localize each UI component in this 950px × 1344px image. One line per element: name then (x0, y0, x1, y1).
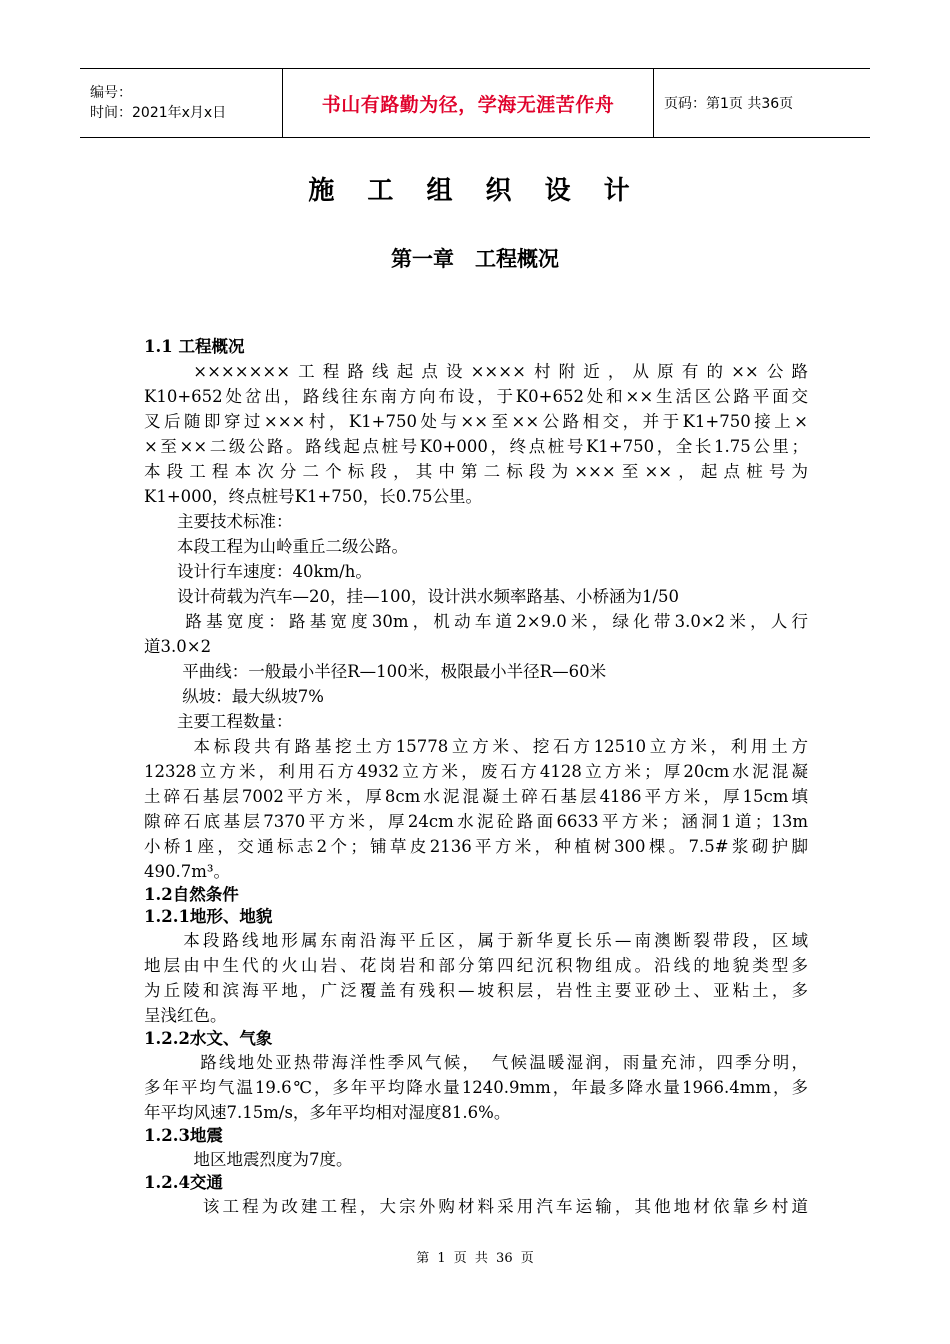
text-line: 地区地震烈度为7度。 (144, 1150, 353, 1169)
text-line: 主要工程数量： (144, 712, 293, 731)
document-body (144, 334, 808, 1219)
header-motto-cell (282, 69, 654, 137)
text-line: 490.7m³。 (144, 862, 230, 881)
document-title: 施 工 组 织 设 计 (308, 176, 642, 206)
subsection-heading: 1.2.4交通 (144, 1173, 223, 1192)
text-line: 叉后随即穿过×××村，K1+750处与××至××公路相交，并于K1+750接上× (144, 412, 808, 431)
page-info: 页码：第1页 共36页 (664, 96, 794, 112)
text-line: 本段工程为山岭重丘二级公路。 (144, 537, 408, 556)
text-line: 土碎石基层7002平方米，厚8cm水泥混凝土碎石基层4186平方米，厚15cm填 (144, 787, 808, 806)
text-line: 呈浅红色。 (144, 1006, 227, 1025)
text-line: 主要技术标准： (144, 512, 293, 531)
page-footer: 第 1 页 共 36 页 (416, 1251, 534, 1266)
text-line: 为丘陵和滨海平地，广泛覆盖有残积—坡积层，岩性主要亚砂土、亚粘土，多 (144, 981, 808, 1000)
section-heading: 1.1 工程概况 (144, 337, 245, 356)
text-line: ×至××二级公路。路线起点桩号K0+000，终点桩号K1+750，全长1.75公里； (144, 437, 808, 456)
text-line: 多年平均气温19.6℃，多年平均降水量1240.9mm，年最多降水量1966.4mm，多 (144, 1078, 808, 1097)
page-header (80, 68, 870, 138)
text-line: 设计行车速度：40km/h。 (144, 562, 372, 581)
text-line: 地层由中生代的火山岩、花岗岩和部分第四纪沉积物组成。沿线的地貌类型多 (144, 956, 808, 975)
header-page-cell (654, 69, 870, 137)
subsection-heading: 1.2.3地震 (144, 1126, 223, 1145)
text-line: 小桥1座，交通标志2个；铺草皮2136平方米，种植树300棵。7.5#浆砌护脚 (144, 837, 808, 856)
header-meta (80, 69, 282, 137)
subsection-heading: 1.2.2水文、气象 (144, 1029, 273, 1048)
text-line: 年平均风速7.15m/s，多年平均相对湿度81.6%。 (144, 1103, 511, 1122)
text-line: 该工程为改建工程，大宗外购材料采用汽车运输，其他地材依靠乡村道 (144, 1197, 808, 1216)
text-line: 路基宽度：路基宽度30m，机动车道2×9.0米，绿化带3.0×2米，人行 (144, 612, 808, 631)
text-line: K10+652处岔出，路线往东南方向布设，于K0+652处和××生活区公路平面交 (144, 387, 808, 406)
text-line: 本标段共有路基挖土方15778立方米、挖石方12510立方米，利用土方 (144, 737, 808, 756)
text-line: 路线地处亚热带海洋性季风气候， 气候温暖湿润，雨量充沛，四季分明， (144, 1053, 808, 1072)
text-line: 平曲线：一般最小半径R—100米，极限最小半径R—60米 (144, 662, 607, 681)
text-line: 隙碎石底基层7370平方米，厚24cm水泥砼路面6633平方米；涵洞1道；13m (144, 812, 808, 831)
motto: 书山有路勤为径，学海无涯苦作舟 (321, 93, 615, 116)
subsection-heading: 1.2.1地形、地貌 (144, 907, 273, 926)
text-line: ×××××××工程路线起点设××××村附近，从原有的××公路 (144, 362, 808, 381)
chapter-heading: 第一章 工程概况 (391, 246, 559, 271)
date-label: 时间：2021年x月x日 (90, 105, 227, 121)
text-line: 纵坡：最大纵坡7% (144, 687, 324, 706)
text-line: 道3.0×2 (144, 637, 212, 656)
section-heading: 1.2自然条件 (144, 885, 239, 904)
text-line: 本段工程本次分二个标段，其中第二标段为×××至××，起点桩号为 (144, 462, 808, 481)
code-label: 编号： (90, 85, 132, 101)
text-line: 本段路线地形属东南沿海平丘区，属于新华夏长乐—南澳断裂带段，区域 (144, 931, 808, 950)
text-line: 设计荷载为汽车—20，挂—100，设计洪水频率路基、小桥涵为1/50 (144, 587, 680, 606)
text-line: 12328立方米，利用石方4932立方米，废石方4128立方米；厚20cm水泥混凝 (144, 762, 808, 781)
text-line: K1+000，终点桩号K1+750，长0.75公里。 (144, 487, 483, 506)
